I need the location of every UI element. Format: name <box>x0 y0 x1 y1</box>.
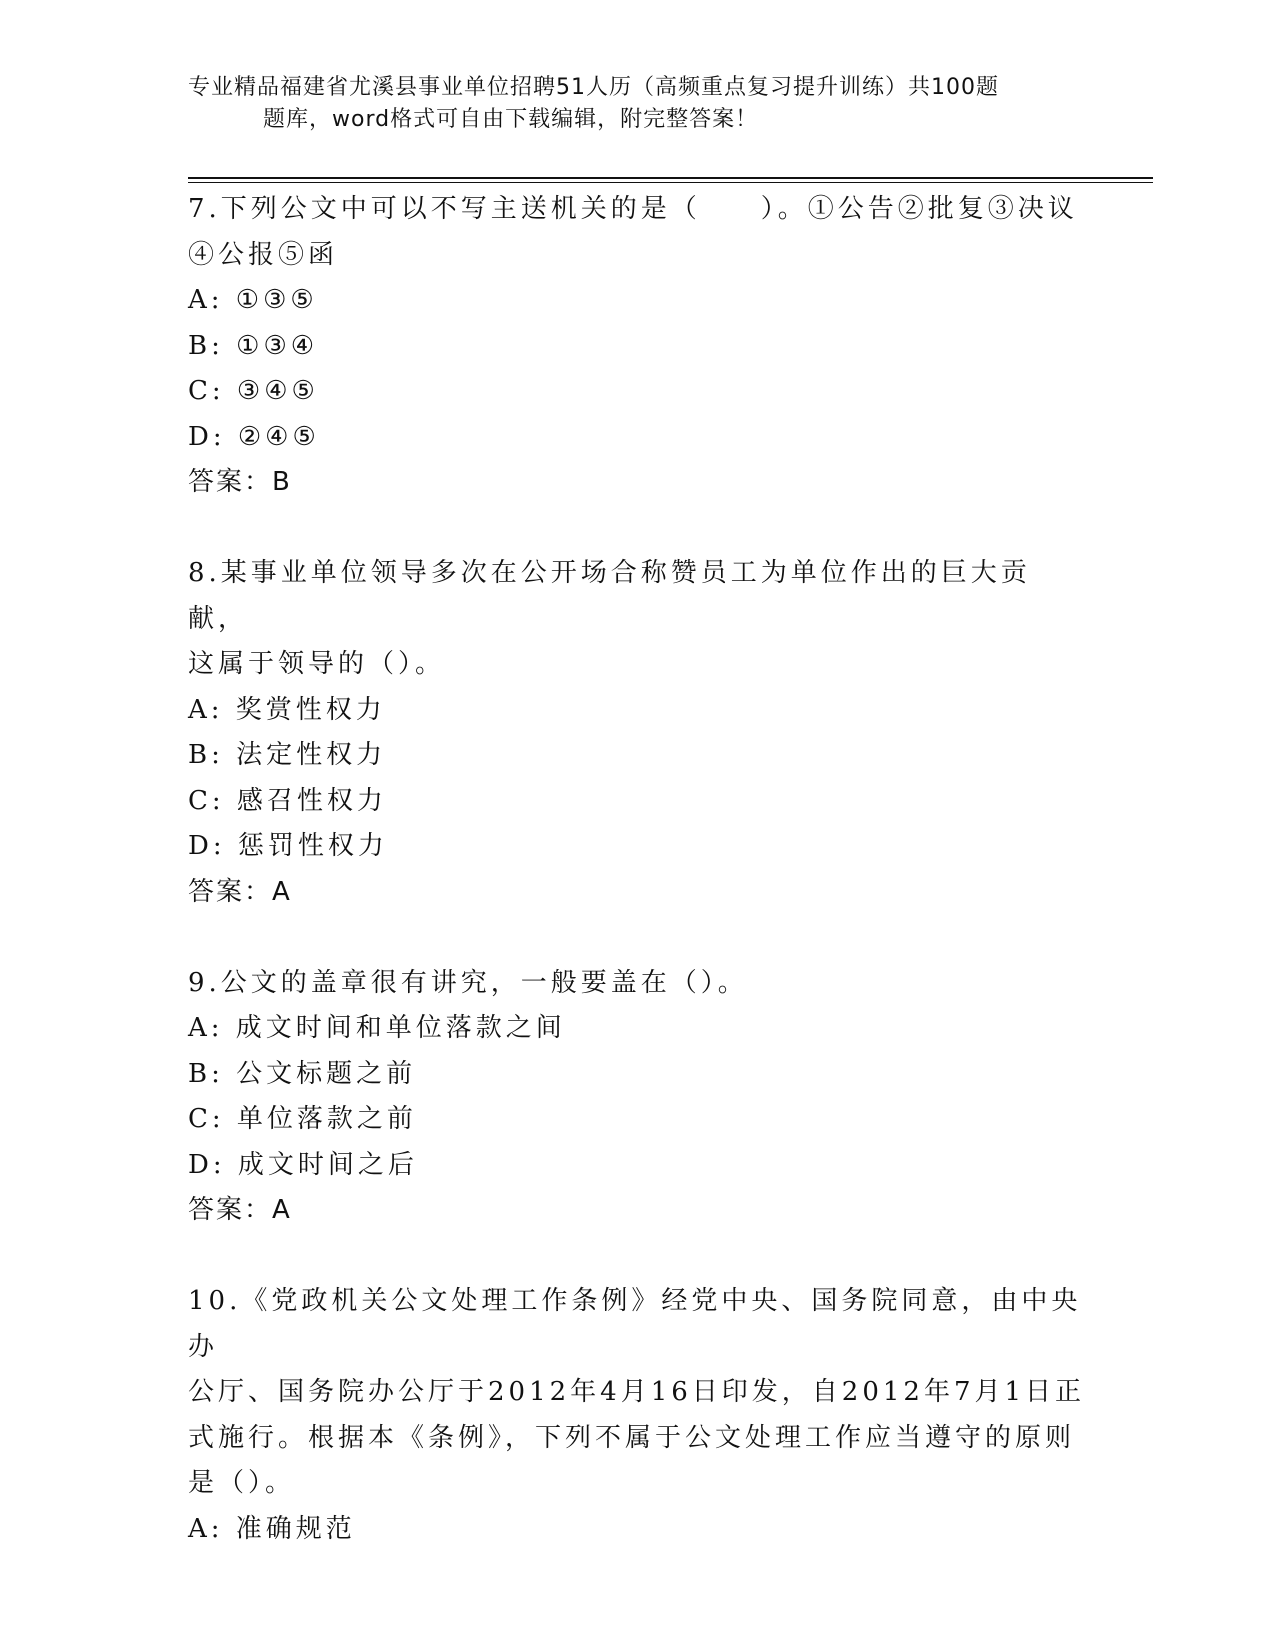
answer-line: 答案：B <box>188 467 292 497</box>
question-text: 公厅、国务院办公厅于2012年4月16日印发，自2012年7月1日正 <box>188 1377 1086 1407</box>
answer-line: 答案：A <box>188 1195 292 1225</box>
option-c: C: ③④⑤ <box>188 376 319 406</box>
question-7 <box>188 187 1088 506</box>
question-10 <box>188 1279 1088 1552</box>
option-b: B: 公文标题之前 <box>188 1058 417 1089</box>
header-title-line-1: 专业精品福建省尤溪县事业单位招聘51人历（高频重点复习提升训练）共100题 <box>188 75 999 100</box>
question-text: ④公报⑤函 <box>188 239 339 270</box>
question-9 <box>188 961 1088 1234</box>
header-divider-thin <box>188 182 1153 183</box>
option-a: A: 准确规范 <box>188 1513 356 1544</box>
answer-line: 答案：A <box>188 876 292 907</box>
option-c: C: 感召性权力 <box>188 785 387 816</box>
option-d: D: ②④⑤ <box>188 421 320 452</box>
question-8 <box>188 551 1088 915</box>
option-b: B: ①③④ <box>188 330 319 361</box>
question-text: 9.公文的盖章很有讲究，一般要盖在（）。 <box>188 967 748 998</box>
header-divider-thick <box>188 177 1153 179</box>
question-list <box>188 187 1088 1552</box>
question-text: 这属于领导的（）。 <box>188 649 446 679</box>
option-a: A: 成文时间和单位落款之间 <box>188 1013 566 1043</box>
question-text: 8.某事业单位领导多次在公开场合称赞员工为单位作出的巨大贡献， <box>188 558 1031 634</box>
header-title-line-2: 题库，word格式可自由下载编辑，附完整答案！ <box>263 107 759 132</box>
option-d: D: 成文时间之后 <box>188 1149 418 1180</box>
option-b: B: 法定性权力 <box>188 740 387 770</box>
question-text: 是（）。 <box>188 1468 296 1498</box>
option-a: A: ①③⑤ <box>188 285 318 315</box>
question-text: 10.《党政机关公文处理工作条例》经党中央、国务院同意，由中央办 <box>188 1286 1082 1362</box>
option-a: A: 奖赏性权力 <box>188 694 386 725</box>
question-text: 7.下列公文中可以不写主送机关的是（ ）。①公告②批复③决议 <box>188 194 1078 224</box>
option-d: D: 惩罚性权力 <box>188 831 388 861</box>
document-header <box>188 72 1068 136</box>
question-text: 式施行。根据本《条例》，下列不属于公文处理工作应当遵守的原则 <box>188 1422 1076 1453</box>
option-c: C: 单位落款之前 <box>188 1104 417 1134</box>
